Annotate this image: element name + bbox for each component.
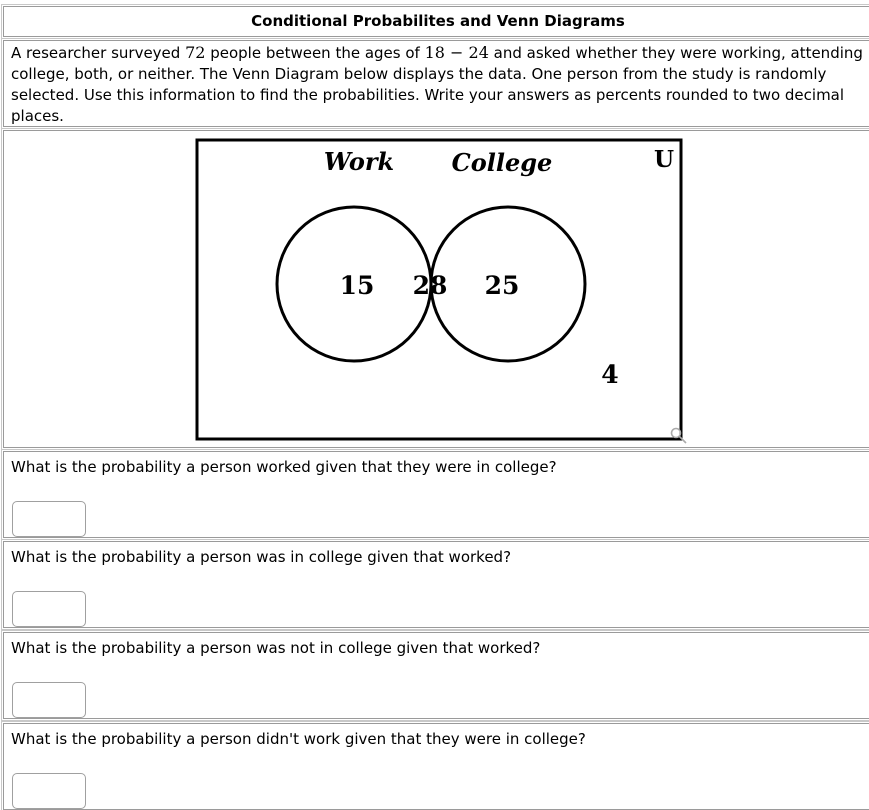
total-count: 72 <box>185 43 206 62</box>
question-text-2: What is the probability a person was in college given that worked? <box>11 548 512 566</box>
work-label: Work <box>323 147 395 176</box>
answer-input-2[interactable] <box>12 591 86 627</box>
question-text-4: What is the probability a person didn't work given that they were in college? <box>11 730 586 748</box>
age-high: 24 <box>468 43 489 62</box>
college-label: College <box>451 148 553 177</box>
venn-diagram-panel <box>3 130 869 448</box>
problem-statement <box>11 42 869 127</box>
magnify-icon[interactable] <box>672 429 687 444</box>
neither-count: 4 <box>601 360 619 389</box>
intro-part-1: A researcher surveyed <box>11 44 186 62</box>
question-text-3: What is the probability a person was not in college given that worked? <box>11 639 541 657</box>
universe-label: U <box>653 146 675 173</box>
question-panel-3 <box>3 632 869 719</box>
page-title: Conditional Probabilites and Venn Diagrams <box>251 12 625 30</box>
answer-input-4[interactable] <box>12 773 86 809</box>
work-only-count: 15 <box>339 271 375 300</box>
question-panel-1 <box>3 451 869 538</box>
answer-input-3[interactable] <box>12 682 86 718</box>
intro-part-2: people between the ages of <box>205 44 425 62</box>
problem-statement-panel <box>3 40 869 127</box>
title-panel <box>3 6 869 37</box>
answer-input-1[interactable] <box>12 501 86 537</box>
venn-diagram <box>4 131 869 447</box>
question-panel-4 <box>3 723 869 810</box>
age-dash: − <box>444 43 469 62</box>
both-count: 28 <box>412 271 448 300</box>
college-only-count: 25 <box>484 271 520 300</box>
intro-part-3: and asked whether they were working, attending college, both, or neither. The Venn Diagram below displays the data. One person from the study is randomly selected. Use this information to find the probabilities. Write your answers as percents rounded to two decimal places. <box>11 44 863 125</box>
question-text-1: What is the probability a person worked given that they were in college? <box>11 458 557 476</box>
question-panel-2 <box>3 541 869 628</box>
age-low: 18 <box>424 43 445 62</box>
